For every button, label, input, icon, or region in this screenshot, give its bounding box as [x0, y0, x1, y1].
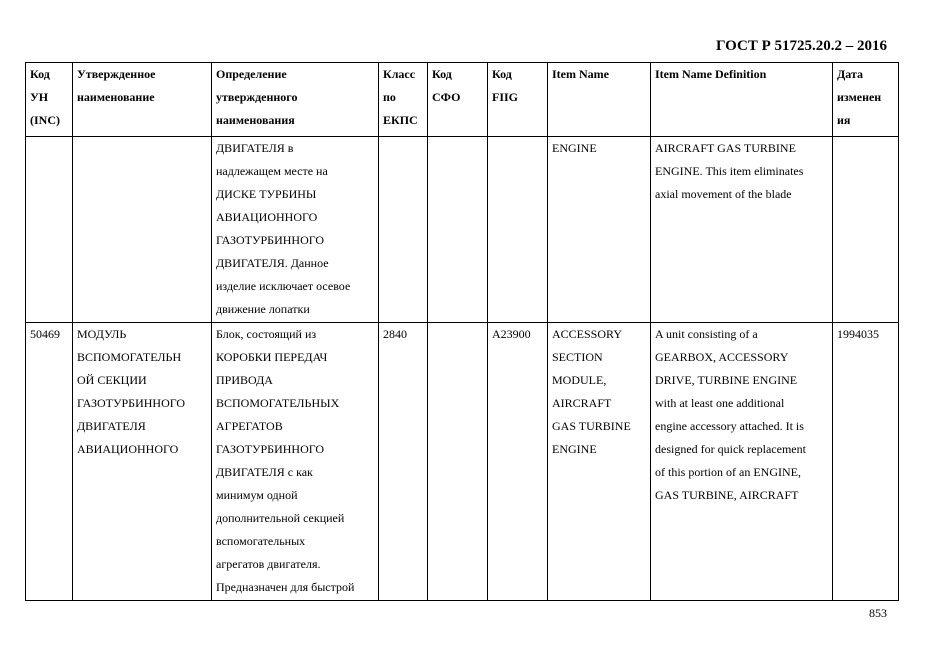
cell-line: ВСПОМОГАТЕЛЬН [77, 350, 182, 364]
cell-line: ДИСКЕ ТУРБИНЫ [216, 187, 317, 201]
cell-sfo [428, 137, 488, 323]
header-line: по [383, 90, 396, 104]
header-line: наименования [216, 113, 295, 127]
cell-line: of this portion of an ENGINE, [655, 465, 801, 479]
header-line: УН [30, 90, 49, 104]
cell-line: ENGINE [552, 442, 597, 456]
header-line: наименование [77, 90, 155, 104]
cell-line: designed for quick replacement [655, 442, 806, 456]
cell-line: ДВИГАТЕЛЯ [77, 419, 146, 433]
cell-line: ДВИГАТЕЛЯ в [216, 141, 294, 155]
cell-line: ВСПОМОГАТЕЛЬНЫХ [216, 396, 340, 410]
cell-line: ДВИГАТЕЛЯ с как [216, 465, 313, 479]
cell-class [379, 323, 428, 601]
cell-fiig [488, 137, 548, 323]
header-line: ия [837, 113, 851, 127]
nomenclature-table [25, 62, 899, 601]
header-line: ЕКПС [383, 113, 418, 127]
cell-line: AIRCRAFT GAS TURBINE [655, 141, 796, 155]
cell-line: ДВИГАТЕЛЯ. Данное [216, 256, 329, 270]
cell-line: A unit consisting of a [655, 327, 758, 341]
col-header-approved-name [73, 63, 212, 137]
table-header-row [26, 63, 899, 137]
cell-line: минимум одной [216, 488, 298, 502]
cell-line: движение лопатки [216, 302, 310, 316]
col-header-item-name [548, 63, 651, 137]
cell-line: агрегатов двигателя. [216, 557, 321, 571]
cell-definition [212, 137, 379, 323]
cell-line: дополнительной секцией [216, 511, 345, 525]
col-header-inc [26, 63, 73, 137]
cell-item-definition [651, 323, 833, 601]
cell-change-date [833, 323, 899, 601]
col-header-change-date [833, 63, 899, 137]
col-header-fiig [488, 63, 548, 137]
cell-class [379, 137, 428, 323]
table-row [26, 137, 899, 323]
col-header-class [379, 63, 428, 137]
cell-line: 2840 [383, 327, 407, 341]
header-line: Код [432, 67, 452, 81]
cell-line: вспомогательных [216, 534, 306, 548]
cell-line: АВИАЦИОННОГО [216, 210, 318, 224]
cell-line: МОДУЛЬ [77, 327, 127, 341]
cell-line: Блок, состоящий из [216, 327, 317, 341]
cell-line: надлежащем месте на [216, 164, 328, 178]
cell-line: ГАЗОТУРБИННОГО [77, 396, 186, 410]
header-line: утвержденного [216, 90, 298, 104]
header-line: (INC) [30, 113, 60, 127]
cell-line: SECTION [552, 350, 603, 364]
header-line: Дата [837, 67, 863, 81]
cell-line: A23900 [492, 327, 531, 341]
header-line: Item Name [552, 67, 609, 81]
cell-line: AIRCRAFT [552, 396, 612, 410]
cell-line: 50469 [30, 327, 60, 341]
col-header-definition [212, 63, 379, 137]
col-header-item-definition [651, 63, 833, 137]
cell-item-name [548, 323, 651, 601]
cell-line: GEARBOX, ACCESSORY [655, 350, 789, 364]
cell-line: ACCESSORY [552, 327, 623, 341]
cell-line: ГАЗОТУРБИННОГО [216, 233, 325, 247]
header-line: СФО [432, 90, 461, 104]
page-number: 853 [869, 606, 887, 620]
header-line: Item Name Definition [655, 67, 767, 81]
cell-inc [26, 137, 73, 323]
cell-sfo [428, 323, 488, 601]
cell-line: GAS TURBINE, AIRCRAFT [655, 488, 799, 502]
cell-line: ГАЗОТУРБИННОГО [216, 442, 325, 456]
cell-line: КОРОБКИ ПЕРЕДАЧ [216, 350, 328, 364]
cell-line: изделие исключает осевое [216, 279, 351, 293]
cell-line: with at least one additional [655, 396, 785, 410]
cell-line: ENGINE [552, 141, 597, 155]
cell-line: ОЙ СЕКЦИИ [77, 373, 147, 387]
cell-line: Предназначен для быстрой [216, 580, 355, 594]
cell-approved-name [73, 323, 212, 601]
cell-line: АВИАЦИОННОГО [77, 442, 179, 456]
header-line: Код [30, 67, 50, 81]
cell-item-name [548, 137, 651, 323]
header-line: Утвержденное [77, 67, 156, 81]
cell-line: АГРЕГАТОВ [216, 419, 283, 433]
header-line: Класс [383, 67, 416, 81]
cell-line: 1994035 [837, 327, 879, 341]
cell-definition [212, 323, 379, 601]
col-header-sfo [428, 63, 488, 137]
cell-inc [26, 323, 73, 601]
table-row [26, 323, 899, 601]
cell-approved-name [73, 137, 212, 323]
cell-fiig [488, 323, 548, 601]
cell-line: DRIVE, TURBINE ENGINE [655, 373, 798, 387]
cell-change-date [833, 137, 899, 323]
cell-line: axial movement of the blade [655, 187, 792, 201]
cell-line: GAS TURBINE [552, 419, 631, 433]
header-line: FIIG [492, 90, 519, 104]
header-line: изменен [837, 90, 882, 104]
cell-line: engine accessory attached. It is [655, 419, 804, 433]
header-line: Код [492, 67, 512, 81]
header-line: Определение [216, 67, 287, 81]
cell-line: ПРИВОДА [216, 373, 273, 387]
cell-line: MODULE, [552, 373, 607, 387]
document-standard-header: ГОСТ Р 51725.20.2 – 2016 [715, 38, 887, 54]
cell-line: ENGINE. This item eliminates [655, 164, 804, 178]
cell-item-definition [651, 137, 833, 323]
